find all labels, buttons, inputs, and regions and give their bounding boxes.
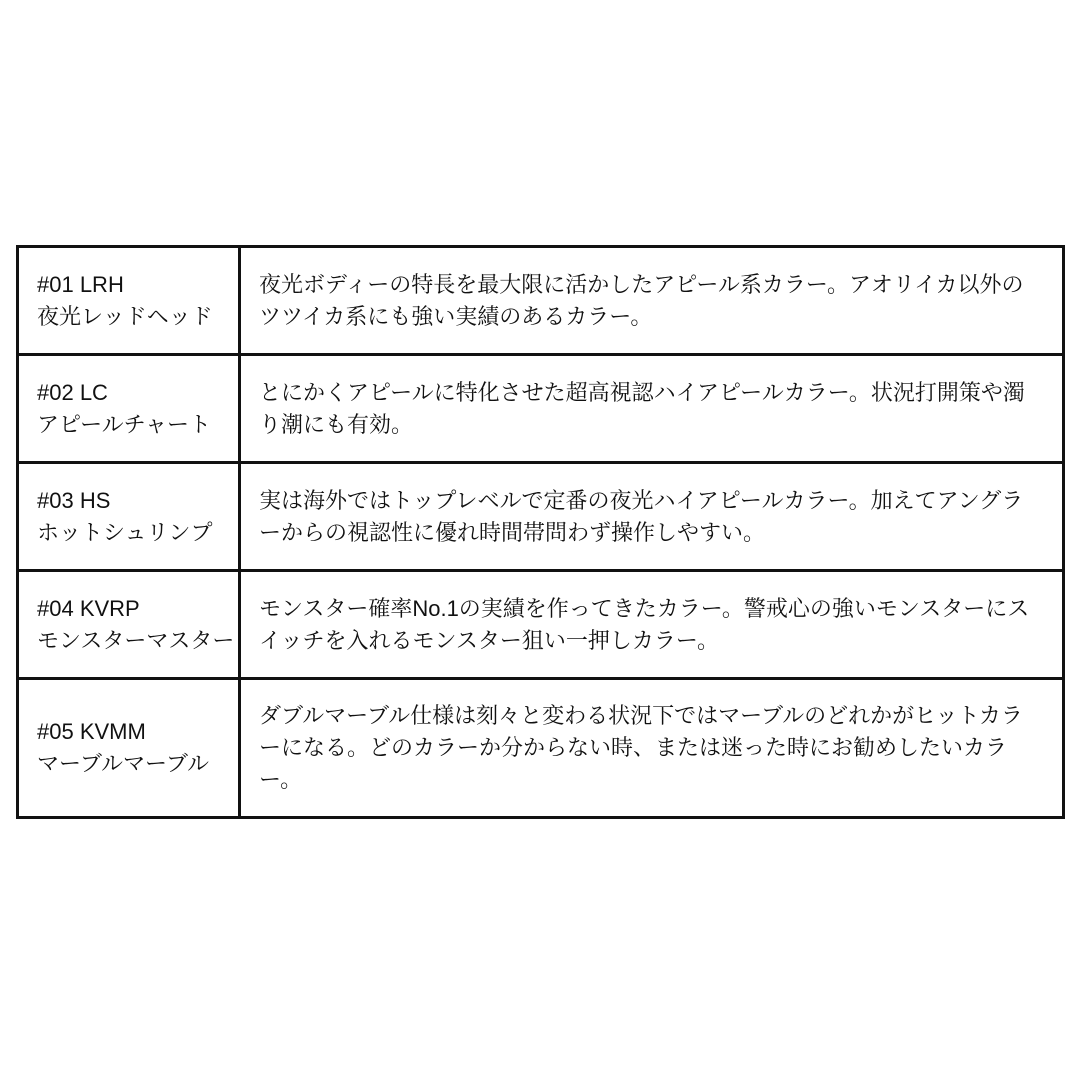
table-row	[18, 355, 1064, 463]
color-description: ダブルマーブル仕様は刻々と変わる状況下ではマーブルのどれかがヒットカラーになる。どのカラーか分からない時、または迷った時にお勧めしたいカラー。	[259, 703, 1023, 792]
table-row	[18, 247, 1064, 355]
color-description: 夜光ボディーの特長を最大限に活かしたアピール系カラー。アオリイカ以外のツツイカ系にも強い実績のあるカラー。	[259, 271, 1024, 329]
color-name-cell	[18, 463, 240, 571]
color-code: #02 LC	[37, 379, 108, 405]
color-code: #05 KVMM	[37, 719, 146, 744]
color-description: とにかくアピールに特化させた超高視認ハイアピールカラー。状況打開策や濁り潮にも有効。	[259, 379, 1025, 437]
color-code: #04 KVRP	[37, 595, 140, 621]
table-row	[18, 679, 1064, 818]
color-name: モンスターマスター	[37, 627, 235, 653]
color-description-cell	[240, 571, 1064, 679]
color-name: アピールチャート	[37, 411, 212, 437]
table-row	[18, 463, 1064, 571]
table-row	[18, 571, 1064, 679]
color-description-cell	[240, 247, 1064, 355]
color-name: マーブルマーブル	[37, 751, 210, 776]
color-name-cell	[18, 355, 240, 463]
color-code: #03 HS	[37, 487, 111, 513]
color-code: #01 LRH	[37, 271, 124, 297]
color-name: 夜光レッドヘッド	[37, 303, 213, 329]
color-name-cell	[18, 247, 240, 355]
color-description-cell	[240, 355, 1064, 463]
color-name-cell	[18, 571, 240, 679]
color-description-cell	[240, 463, 1064, 571]
color-lineup-table	[16, 245, 1065, 819]
color-description: モンスター確率No.1の実績を作ってきたカラー。警戒心の強いモンスターにスイッチを入れるモンスター狙い一押しカラー。	[259, 595, 1030, 653]
color-name-cell	[18, 679, 240, 818]
color-description: 実は海外ではトップレベルで定番の夜光ハイアピールカラー。加えてアングラーからの視認性に優れ時間帯問わず操作しやすい。	[259, 487, 1024, 545]
color-name: ホットシュリンプ	[37, 519, 213, 545]
color-description-cell	[240, 679, 1064, 818]
